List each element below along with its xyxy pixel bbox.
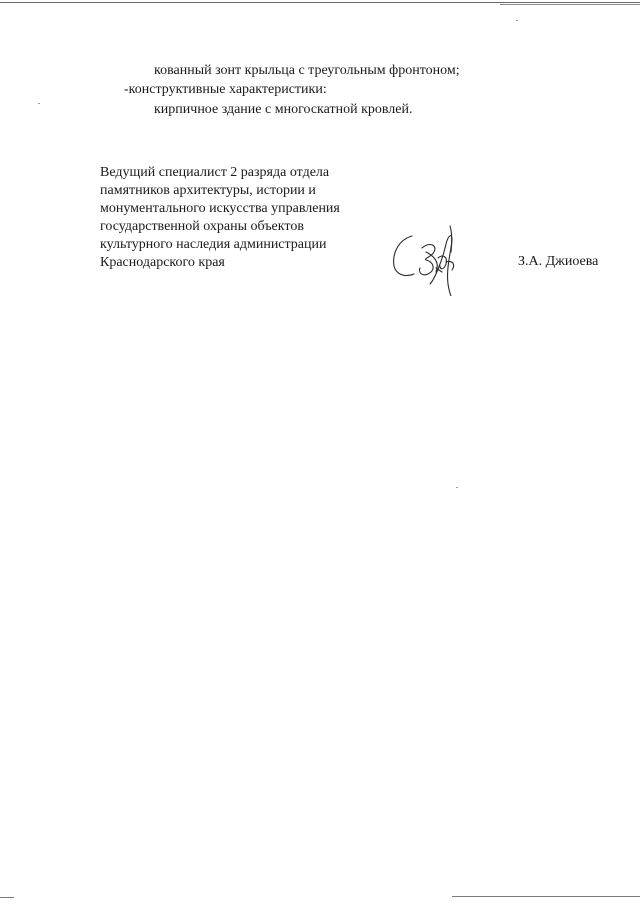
position-line: государственной охраны объектов	[100, 219, 304, 234]
body-line-1: кованный зонт крыльца с треугольным фронтоном;	[154, 63, 460, 78]
position-line: памятников архитектуры, истории и	[100, 183, 316, 198]
scan-speck	[38, 103, 40, 104]
scan-edge-top-right	[500, 4, 640, 5]
body-line-3: кирпичное здание с многоскатной кровлей.	[154, 102, 413, 117]
scan-edge-bottom	[452, 896, 640, 897]
signatory-position	[100, 164, 380, 272]
position-line: Краснодарского края	[100, 255, 225, 270]
position-line: Ведущий специалист 2 разряда отдела	[100, 165, 330, 180]
handwritten-signature-icon	[390, 222, 470, 296]
scan-edge-top	[0, 2, 640, 3]
scan-edge-bottom-left	[0, 897, 14, 898]
position-line: монументального искусства управления	[100, 201, 340, 216]
body-line-2: -конструктивные характеристики:	[124, 82, 327, 97]
scan-speck	[516, 20, 518, 21]
scan-speck	[456, 487, 458, 488]
position-line: культурного наследия администрации	[100, 237, 327, 252]
signatory-name: З.А. Джиоева	[518, 254, 599, 269]
